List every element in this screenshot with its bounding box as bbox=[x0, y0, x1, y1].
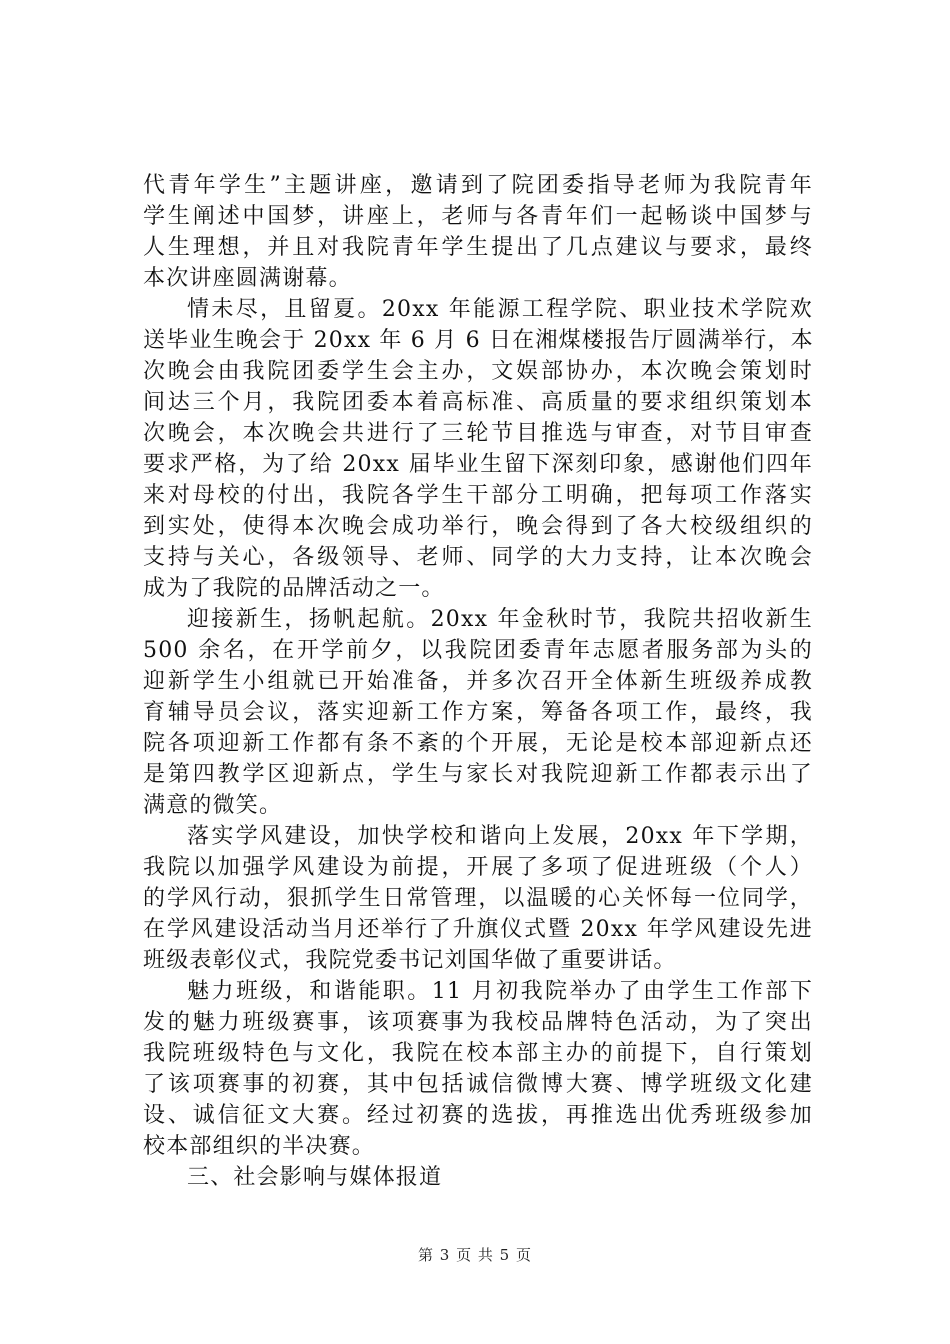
text-line: 在学风建设活动当月还举行了升旗仪式暨 20xx 年学风建设先进 bbox=[143, 917, 813, 942]
text-line: 设、诚信征文大赛。经过初赛的选拔，再推选出优秀班级参加 bbox=[143, 1103, 813, 1128]
text-line: 三、社会影响与媒体报道 bbox=[187, 1165, 443, 1190]
text-line: 本次讲座圆满谢幕。 bbox=[143, 266, 352, 291]
text-line: 落实学风建设，加快学校和谐向上发展，20xx 年下学期， bbox=[187, 824, 813, 849]
text-line: 次晚会，本次晚会共进行了三轮节目推选与审查，对节目审查 bbox=[143, 421, 813, 446]
text-line: 学生阐述中国梦，讲座上，老师与各青年们一起畅谈中国梦与 bbox=[143, 204, 813, 229]
text-line: 是第四教学区迎新点，学生与家长对我院迎新工作都表示出了 bbox=[143, 762, 813, 787]
text-line: 了该项赛事的初赛，其中包括诚信微博大赛、博学班级文化建 bbox=[143, 1072, 813, 1097]
text-line: 次晚会由我院团委学生会主办，文娱部协办，本次晚会策划时 bbox=[143, 359, 813, 384]
text-line: 要求严格，为了给 20xx 届毕业生留下深刻印象，感谢他们四年 bbox=[143, 452, 813, 477]
text-line: 班级表彰仪式，我院党委书记刘国华做了重要讲话。 bbox=[143, 948, 677, 973]
text-line: 送毕业生晚会于 20xx 年 6 月 6 日在湘煤楼报告厅圆满举行，本 bbox=[143, 328, 814, 353]
text-line: 的学风行动，狠抓学生日常管理，以温暖的心关怀每一位同学， bbox=[143, 886, 813, 911]
text-line: 迎接新生，扬帆起航。20xx 年金秋时节，我院共招收新生 bbox=[187, 607, 813, 632]
text-line: 支持与关心，各级领导、老师、同学的大力支持，让本次晚会 bbox=[143, 545, 813, 570]
text-line: 成为了我院的品牌活动之一。 bbox=[143, 576, 445, 601]
text-line: 满意的微笑。 bbox=[143, 793, 283, 818]
text-line: 我院以加强学风建设为前提，开展了多项了促进班级（个人） bbox=[143, 855, 813, 880]
text-line: 间达三个月，我院团委本着高标准、高质量的要求组织策划本 bbox=[143, 390, 813, 415]
text-line: 人生理想，并且对我院青年学生提出了几点建议与要求，最终 bbox=[143, 235, 813, 260]
text-line: 魅力班级，和谐能职。11 月初我院举办了由学生工作部下 bbox=[187, 979, 813, 1004]
page-footer: 第 3 页 共 5 页 bbox=[418, 1246, 532, 1264]
text-line: 校本部组织的半决赛。 bbox=[143, 1134, 376, 1159]
text-line: 我院班级特色与文化，我院在校本部主办的前提下，自行策划 bbox=[143, 1041, 813, 1066]
text-line: 到实处，使得本次晚会成功举行，晚会得到了各大校级组织的 bbox=[143, 514, 813, 539]
text-line: 院各项迎新工作都有条不紊的个开展，无论是校本部迎新点还 bbox=[143, 731, 813, 756]
text-line: 来对母校的付出，我院各学生干部分工明确，把每项工作落实 bbox=[143, 483, 813, 508]
text-line: 迎新学生小组就已开始准备，并多次召开全体新生班级养成教 bbox=[143, 669, 813, 694]
text-line: 育辅导员会议，落实迎新工作方案，筹备各项工作，最终，我 bbox=[143, 700, 813, 725]
text-line: 发的魅力班级赛事，该项赛事为我校品牌特色活动，为了突出 bbox=[143, 1010, 813, 1035]
text-line: 代青年学生”主题讲座，邀请到了院团委指导老师为我院青年 bbox=[143, 173, 813, 198]
text-line: 500 余名，在开学前夕，以我院团委青年志愿者服务部为头的 bbox=[143, 638, 813, 663]
text-line: 情未尽，且留夏。20xx 年能源工程学院、职业技术学院欢 bbox=[187, 297, 813, 322]
document-body bbox=[143, 170, 813, 1193]
